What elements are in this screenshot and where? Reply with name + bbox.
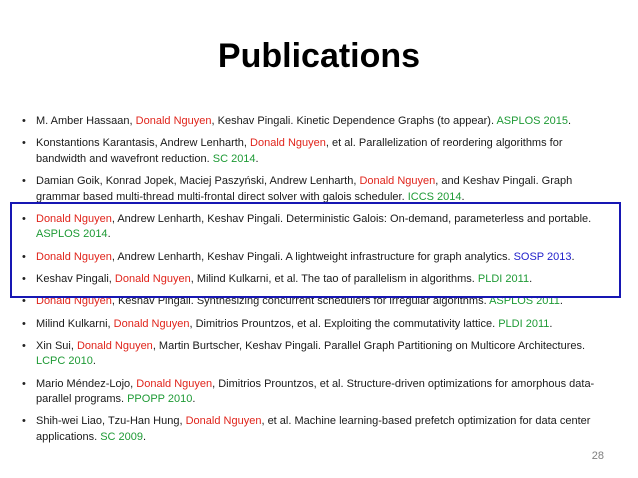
citation-text: , et al. Parallelization of reordering algorithms for bandwidth and wavefront reduction. [36, 137, 563, 165]
citation-text: , Keshav Pingali. Kinetic Dependence Graphs (to appear). [211, 115, 497, 127]
author-highlight: Donald Nguyen [36, 212, 112, 225]
page-number: 28 [591, 450, 604, 462]
publication-item [26, 136, 614, 167]
venue-label: ICCS 2014 [407, 190, 462, 203]
author-highlight: Donald Nguyen [36, 295, 112, 308]
publication-item [26, 114, 614, 130]
author-highlight: Donald Nguyen [359, 175, 436, 188]
citation-text: . [143, 430, 147, 443]
venue-label: PPOPP 2010 [127, 393, 193, 406]
citation-text: , and Keshav Pingali. Graph grammar based multi-thread multi-frontal direct solver with galois scheduler. [36, 175, 573, 203]
citation-text: Xin Sui, [36, 339, 77, 352]
author-highlight: Donald Nguyen [250, 137, 326, 150]
venue-label: ASPLOS 2015 [496, 115, 569, 127]
citation-text: M. Amber Hassaan, [36, 115, 136, 127]
slide-title: Publications [217, 37, 421, 75]
citation-text: . [255, 152, 259, 165]
citation-text: , Keshav Pingali. Synthesizing concurrent schedulers for irregular algorithms. [111, 295, 490, 308]
citation-text: , Dimitrios Prountzos, et al. Structure-driven optimizations for amorphous data-parallel programs. [36, 377, 595, 406]
citation-text: . [192, 393, 196, 406]
publication-item [26, 339, 614, 370]
venue-label: LCPC 2010 [36, 355, 93, 368]
citation-text: . [549, 317, 553, 330]
citation-text: Damian Goik, Konrad Jopek, Maciej Paszyński, Andrew Lenharth, [36, 175, 360, 188]
author-highlight: Donald Nguyen [76, 339, 153, 352]
citation-text: Shih-wei Liao, Tzu-Han Hung, [36, 415, 186, 428]
publication-item [26, 414, 614, 445]
citation-text: , et al. Machine learning-based prefetch optimization for data center applications. [36, 415, 591, 443]
author-highlight: Donald Nguyen [185, 415, 262, 428]
citation-text: Milind Kulkarni, [36, 317, 114, 330]
citation-text: . [107, 228, 111, 241]
citation-text: . [529, 272, 533, 285]
venue-label: PLDI 2011 [498, 317, 550, 330]
venue-label: ASPLOS 2014 [36, 228, 108, 241]
citation-text: , Andrew Lenharth, Keshav Pingali. Deterministic Galois: On-demand, parameterless and portable. [111, 212, 592, 225]
author-highlight: Donald Nguyen [113, 317, 190, 330]
citation-text: , Dimitrios Prountzos, et al. Exploiting the commutativity lattice. [189, 317, 499, 330]
citation-text: . [92, 355, 96, 368]
citation-text: Mario Méndez-Lojo, [36, 377, 137, 390]
author-highlight: Donald Nguyen [114, 272, 191, 285]
publication-item [26, 317, 614, 333]
citation-text: . [571, 250, 575, 263]
highlight-box [10, 202, 621, 298]
citation-text: . [559, 295, 563, 308]
venue-label: PLDI 2011 [477, 272, 530, 285]
author-highlight: Donald Nguyen [36, 250, 112, 263]
citation-text: . [568, 115, 572, 127]
venue-label: ASPLOS 2011 [489, 295, 560, 308]
publication-item [26, 174, 614, 205]
citation-text: Konstantions Karantasis, Andrew Lenharth, [36, 137, 251, 150]
venue-label: SC 2009 [100, 430, 144, 443]
publication-item [26, 377, 614, 408]
citation-text: . [461, 190, 465, 203]
citation-text: , Martin Burtscher, Keshav Pingali. Parallel Graph Partitioning on Multicore Architectures. [152, 339, 586, 352]
citation-text: Keshav Pingali, [36, 272, 115, 285]
author-highlight: Donald Nguyen [136, 377, 213, 390]
citation-text: , Milind Kulkarni, et al. The tao of parallelism in algorithms. [190, 272, 478, 285]
citation-text: , Andrew Lenharth, Keshav Pingali. A lightweight infrastructure for graph analytics. [111, 250, 514, 263]
author-highlight: Donald Nguyen [135, 115, 212, 127]
venue-label: SOSP 2013 [513, 250, 572, 263]
venue-label: SC 2014 [212, 152, 256, 165]
